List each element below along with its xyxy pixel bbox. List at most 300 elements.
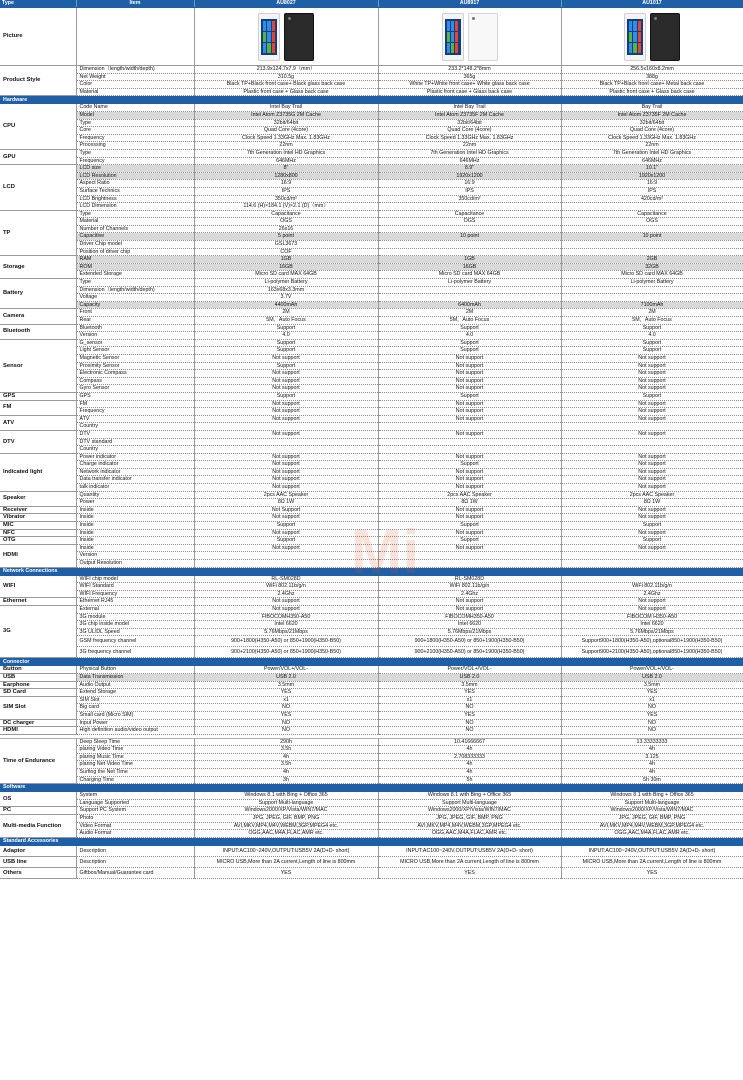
spec-value: 1920x1200 [378,172,561,180]
spec-value: FIBOCOM H350-A50 [561,613,743,621]
spec-row [0,73,743,81]
spec-item: LCD Brightness [76,195,194,203]
tablet-front-icon [624,13,646,61]
spec-value: 5h 30m [561,776,743,784]
spec-row [0,506,743,514]
spec-value: INPUT:AC100~240V,OUTPUT:USB5V 2A(D+D- short) [561,845,743,856]
row-type-label: DC charger [0,719,76,727]
spec-value: 22nm [378,142,561,150]
spec-value: 3h [194,776,378,784]
spec-value: Not support [561,400,743,408]
spec-value: Not support [194,354,378,362]
spec-value: NO [561,727,743,735]
spec-value: Support [378,347,561,355]
spec-item: Capacity [76,301,194,309]
spec-row [0,867,743,878]
spec-row [0,408,743,416]
spec-row [0,347,743,355]
spec-item: Photo [76,815,194,823]
spec-row [0,256,743,264]
spec-item: WIFI Frequency [76,590,194,598]
spec-item: Processing [76,142,194,150]
spec-value: YES [378,711,561,719]
spec-row [0,104,743,112]
spec-value: Windows2000/XP/Vista/WIN7/MAC [378,807,561,815]
spec-item: Magnetic Sensor [76,354,194,362]
spec-value [561,203,743,211]
spec-value: Not support [194,529,378,537]
spec-value: OGG,AAC,M4A,FLAC,AMR etc. [561,830,743,838]
spec-value [561,294,743,302]
spec-item: Bluetooth [76,324,194,332]
spec-value: Not support [378,430,561,438]
spec-value: Not support [194,377,378,385]
spec-value [378,552,561,560]
spec-item: Position of driver chip [76,248,194,256]
spec-value: Not support [378,529,561,537]
spec-value: 213.9x124.7x7.9（mm） [194,66,378,74]
spec-item: Inside [76,522,194,530]
spec-value: WiFi 802.11b/g/n [194,583,378,591]
spec-row [0,415,743,423]
spec-value [194,438,378,446]
spec-row [0,575,743,583]
spec-item: High definition audio/video output [76,727,194,735]
row-type-label: USB [0,673,76,681]
spec-value: 1GB [194,256,378,264]
spec-value: RL-SM028D [194,575,378,583]
spec-value: Not support [561,605,743,613]
spec-value [378,294,561,302]
spec-value: 4.0 [194,332,378,340]
row-type-label: Receiver [0,506,76,514]
row-type-label: Others [0,867,76,878]
spec-value: 2.4Ghz [561,590,743,598]
spec-value: USB 2.0 [561,673,743,681]
spec-value [378,438,561,446]
spec-item: Audio Output [76,681,194,689]
spec-value [561,552,743,560]
spec-value: YES [378,867,561,878]
header-type: Type [0,0,76,8]
spec-value: 13.33333333 [561,738,743,746]
spec-value: 4.0 [378,332,561,340]
spec-value: Support [194,347,378,355]
spec-row [0,88,743,96]
spec-value [194,560,378,568]
spec-item: Frequency [76,408,194,416]
spec-item: Ethernet RJ45 [76,598,194,606]
spec-item: Language Supported [76,799,194,807]
spec-value: 2M [378,309,561,317]
spec-row [0,165,743,173]
spec-row [0,263,743,271]
spec-value: 4h [378,746,561,754]
spec-row [0,134,743,142]
spec-item: Power indicator [76,453,194,461]
spec-item: ROM [76,263,194,271]
row-type-label: CPU [0,104,76,150]
spec-row [0,537,743,545]
spec-value: 900+2100(H350-A50) or 850+1900(H350-B50) [378,647,561,658]
spec-item: Inside [76,537,194,545]
spec-value: Support Multi-language [561,799,743,807]
spec-value: Intel Bay Trail [194,104,378,112]
spec-value: 5 point [194,233,378,241]
spec-value: Not support [194,476,378,484]
spec-value: Support [194,362,378,370]
spec-value: Not support [194,415,378,423]
spec-row [0,636,743,647]
spec-value: 5h [378,776,561,784]
spec-value [194,552,378,560]
spec-value: Power/VOL+/VOL- [561,666,743,674]
spec-item: Type [76,119,194,127]
spec-value: 3.7V [194,294,378,302]
spec-value: Not support [561,514,743,522]
row-type-label: MIC [0,522,76,530]
spec-value [378,248,561,256]
spec-item: Version [76,552,194,560]
row-type-label: Battery [0,279,76,309]
spec-value: OGG,AAC,M4A,FLAC,AMR etc. [194,830,378,838]
row-type-label: SD Card [0,689,76,697]
spec-row [0,738,743,746]
spec-item: Dimension（length/width/depth) [76,286,194,294]
spec-value: 420cd/m² [561,195,743,203]
spec-item: Proximity Sensor [76,362,194,370]
spec-item: Light Sensor [76,347,194,355]
row-type-label: Vibrator [0,514,76,522]
spec-value: Not support [194,453,378,461]
section-header [0,784,743,792]
spec-value: 350cd/m² [194,195,378,203]
spec-value: 1280x800 [194,172,378,180]
spec-value: Quad Core (4core) [194,127,378,135]
spec-value [378,241,561,249]
spec-item: WIFI chip model [76,575,194,583]
spec-value: Not support [378,370,561,378]
row-type-label: Button [0,666,76,674]
spec-value: Not support [561,408,743,416]
spec-item: Type [76,149,194,157]
spec-item: Type [76,210,194,218]
spec-item: RAM [76,256,194,264]
picture-label: Picture [0,8,76,66]
spec-row [0,719,743,727]
spec-item: Country [76,446,194,454]
spec-item: plaring Music Time [76,753,194,761]
section-header [0,658,743,666]
spec-value: 6400mAh [378,301,561,309]
spec-value [561,446,743,454]
spec-row [0,807,743,815]
spec-value: 114.6 (H)×184.1 (V)×2.1 (D)（mm） [194,203,378,211]
spec-value: OGG,AAC,M4A,FLAC,AMR etc. [378,830,561,838]
spec-value: Capacitance [378,210,561,218]
spec-value: Not support [561,362,743,370]
spec-value: YES [561,867,743,878]
spec-row [0,514,743,522]
section-title: Connector [0,658,743,666]
spec-row [0,241,743,249]
spec-value: 646MHz [378,157,561,165]
spec-row [0,233,743,241]
spec-row [0,392,743,400]
spec-row [0,753,743,761]
row-type-label: Adaptor [0,845,76,856]
spec-value: Li-polymer Battery [378,279,561,287]
spec-value: GSL3673 [194,241,378,249]
spec-value: Not support [378,506,561,514]
spec-value: YES [194,867,378,878]
spec-value: 900+1800(H350-A50) or 850+1900(H350-B50) [194,636,378,647]
spec-row [0,438,743,446]
row-type-label: GPS [0,392,76,400]
spec-value: Not support [378,408,561,416]
spec-value: 10.41666667 [378,738,561,746]
spec-item: 3G module [76,613,194,621]
spec-value: Support [378,324,561,332]
spec-value: Not support [194,370,378,378]
spec-value: 1GB [378,256,561,264]
spec-row [0,696,743,704]
spec-value: NO [378,727,561,735]
spec-value: 22nm [561,142,743,150]
spec-item: Dimension（length/width/depth) [76,66,194,74]
row-type-label: 3G [0,605,76,657]
spec-value: Black TP+Black front case+ Metal back case [561,81,743,89]
spec-value: 310.5g [194,73,378,81]
spec-value: Not support [561,377,743,385]
spec-row [0,484,743,492]
section-header [0,837,743,845]
spec-row [0,704,743,712]
spec-value: 16:9 [378,180,561,188]
spec-value: 16GB [194,263,378,271]
header-row [0,0,743,8]
spec-row [0,210,743,218]
spec-value: Not support [378,385,561,393]
spec-item: Description [76,845,194,856]
spec-item: Input Power [76,719,194,727]
spec-value: IPS [561,187,743,195]
spec-item: Small card (Micro SIM) [76,711,194,719]
spec-value: OGS [561,218,743,226]
spec-value: Not support [194,468,378,476]
spec-item: Support PC System [76,807,194,815]
spec-item: 3G chip inside model [76,621,194,629]
spec-value: Not support [561,453,743,461]
spec-value: 4400mAh [194,301,378,309]
spec-item: Net Weight [76,73,194,81]
spec-value: USB 2.0 [378,673,561,681]
spec-value: Quad Core (4core) [561,127,743,135]
spec-item: G_sensor [76,339,194,347]
spec-value: 163x68x3.3mm [194,286,378,294]
spec-item: Country [76,423,194,431]
spec-value: Not support [194,544,378,552]
spec-value: Support Multi-language [378,799,561,807]
spec-value: AVI,MKV,MP4,M4V,WEBM,3GP,MPEG4 etc. [561,822,743,830]
spec-value: Clock Speed 1.33GHz Max. 1.83GHz [378,134,561,142]
spec-item: Inside [76,544,194,552]
spec-value: Micro SD card MAX 64GB [194,271,378,279]
spec-row [0,544,743,552]
spec-item: Material [76,218,194,226]
spec-value: 3.5mm [561,681,743,689]
spec-row [0,248,743,256]
spec-value: Not support [194,385,378,393]
spec-row [0,673,743,681]
spec-value: 4h [378,761,561,769]
spec-row [0,499,743,507]
spec-value: Micro SD card MAX 64GB [378,271,561,279]
section-title: Hardware [0,96,743,104]
spec-value: 5.76Mbps/21Mbps [194,628,378,636]
spec-value: Li-polymer Battery [561,279,743,287]
spec-row [0,423,743,431]
spec-value: Support [378,537,561,545]
spec-value: NO [378,719,561,727]
spec-value: 2pcs AAC Speaker [378,491,561,499]
spec-value: 3.125 [561,753,743,761]
spec-value [378,423,561,431]
spec-item: System [76,792,194,800]
spec-value [378,446,561,454]
spec-value: 290h [194,738,378,746]
row-type-label: DTV [0,430,76,453]
spec-value: Support900+2100(H350-A50),optional850+1900(H350-B50) [561,647,743,658]
spec-value: Not support [194,430,378,438]
spec-item: Audio Format [76,830,194,838]
spec-value: Support [194,522,378,530]
spec-value [561,248,743,256]
spec-row [0,666,743,674]
spec-item: GPS [76,392,194,400]
spec-value: AVI,MKV,MP4,M4V,WEBM,3GP,MPEG4 etc. [378,822,561,830]
row-type-label: Earphone [0,681,76,689]
spec-value [561,438,743,446]
spec-row [0,430,743,438]
spec-value: FIBOCOMH350-A50 [194,613,378,621]
spec-row [0,385,743,393]
spec-value: Clock Speed 1.33GHz Max. 1.83GHz [194,134,378,142]
spec-value: 900+1800(H350-A50) or 850+1900(H350-B50) [378,636,561,647]
spec-value: JPG, JPEG, GIF, BMP, PNG [561,815,743,823]
header-model-au1017: AU1017 [561,0,743,8]
tablet-front-icon [258,13,280,61]
spec-item: plaring Video Time [76,746,194,754]
spec-value: Support [194,392,378,400]
tablet-back-icon [650,13,680,61]
spec-value: Micro SD card MAX 64GB [561,271,743,279]
spec-value: Not support [194,605,378,613]
spec-row [0,400,743,408]
spec-value [561,225,743,233]
spec-item: Physical Button [76,666,194,674]
spec-value [561,286,743,294]
spec-value: 4h [378,769,561,777]
spec-row [0,689,743,697]
spec-value: 4h [194,753,378,761]
spec-value: Black TP+Black front case+ Black glass back case [194,81,378,89]
row-type-label: OS [0,792,76,807]
spec-value: Support [378,392,561,400]
spec-item: Charging Time [76,776,194,784]
row-type-label: Storage [0,256,76,279]
spec-value: Not support [378,476,561,484]
spec-item: Extended Storage [76,271,194,279]
spec-value: Support [561,324,743,332]
spec-item: Capacitive [76,233,194,241]
spec-value: NO [194,727,378,735]
spec-value: Plastic front case + Glass back case [194,88,378,96]
row-type-label: Multi-media Function [0,815,76,838]
spec-row [0,377,743,385]
spec-row [0,81,743,89]
spec-item: Inside [76,514,194,522]
spec-item: Frequency [76,157,194,165]
spec-value: Intel Atom Z3735G 2M Cache [194,111,378,119]
spec-item: WIFI Standard [76,583,194,591]
spec-item: Deep Sleep Time [76,738,194,746]
spec-value: 2.708333333 [378,753,561,761]
spec-row [0,711,743,719]
spec-value: IPS [194,187,378,195]
spec-item: Surface Technics [76,187,194,195]
tablet-image-au1017 [561,8,743,66]
spec-value: 32GB [561,263,743,271]
spec-row [0,225,743,233]
spec-row [0,552,743,560]
spec-value [378,560,561,568]
row-type-label: ATV [0,415,76,430]
spec-item: Network indicator [76,468,194,476]
spec-value: Power/VOL+/VOL- [378,666,561,674]
spec-value: Not support [378,598,561,606]
row-type-label: Indicated light [0,453,76,491]
spec-value: JPG, JPEG, GIF, BMP, PNG [194,815,378,823]
spec-item: Aspect Ratio [76,180,194,188]
spec-value [561,560,743,568]
spec-value: x1 [194,696,378,704]
spec-value [561,241,743,249]
spec-value: 26x16 [194,225,378,233]
spec-value: Quad Core (4core) [378,127,561,135]
spec-value: White TP+White front case+ White glass back case [378,81,561,89]
spec-row [0,830,743,838]
spec-value: USB 2.0 [194,673,378,681]
row-type-label: GPU [0,149,76,164]
spec-value: 10.1" [561,165,743,173]
spec-value: Not support [561,370,743,378]
spec-value: Support [561,339,743,347]
spec-value: Support [194,324,378,332]
spec-value: NO [561,704,743,712]
spec-value: YES [561,711,743,719]
row-type-label: TP [0,210,76,256]
row-type-label: USB line [0,856,76,867]
spec-item: SIM Slot [76,696,194,704]
spec-item: External [76,605,194,613]
spec-row [0,468,743,476]
svg-text:Mi: Mi [350,518,420,587]
spec-value: 350cd/m² [378,195,561,203]
spec-value: 5M，Auto Focus [194,317,378,325]
spec-value: Intel 6620 [561,621,743,629]
spec-value: Not support [194,408,378,416]
